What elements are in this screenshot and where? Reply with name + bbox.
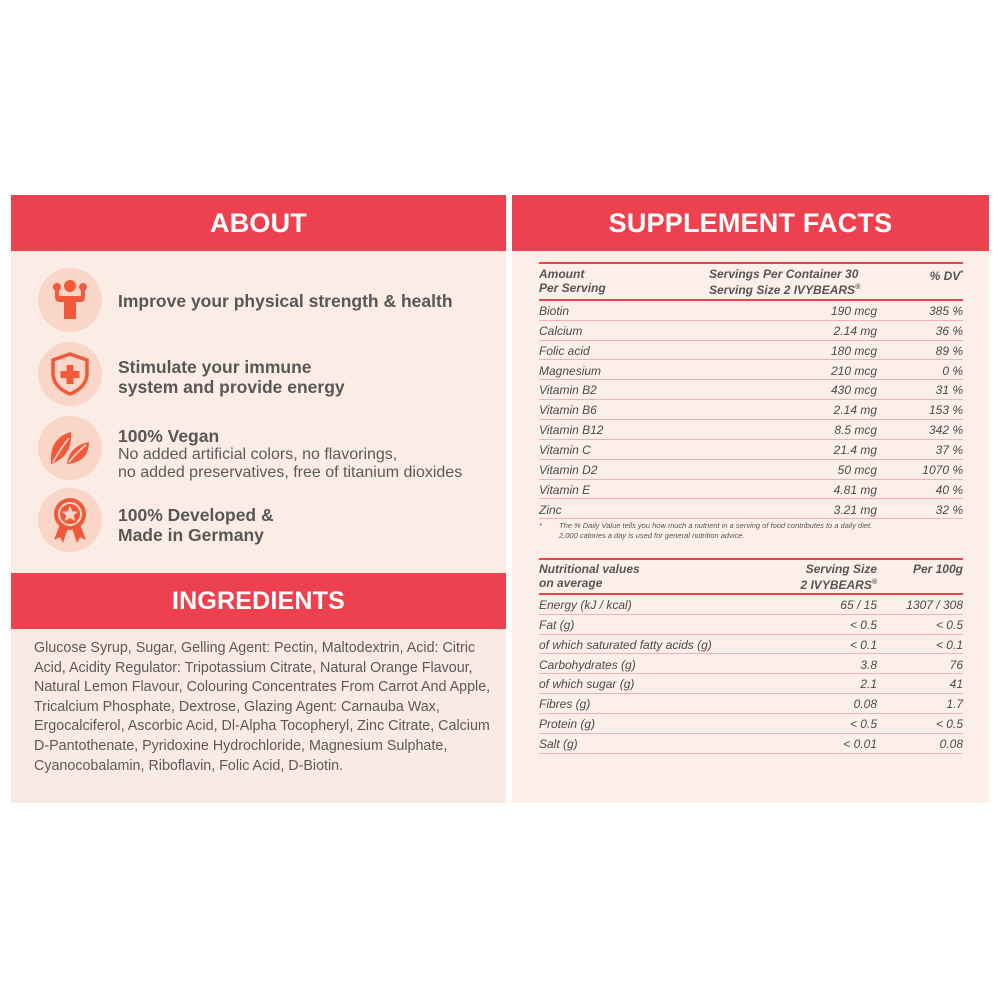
nutrient-name: Vitamin B2 [539, 383, 597, 398]
about-item-germany-line2: Made in Germany [118, 525, 264, 545]
table-row [539, 734, 963, 754]
nutrient-amount: 180 mcg [830, 343, 877, 358]
about-item-strength-text: Improve your physical strength & health [118, 291, 453, 311]
per-serving-label: Per Serving [539, 281, 606, 295]
nutrient-name: Folic acid [539, 343, 590, 358]
about-item-germany-line1: 100% Developed & [118, 505, 274, 525]
nutrient-name: Vitamin E [539, 482, 591, 497]
about-item-immune-line2: system and provide energy [118, 377, 345, 397]
nutrition-name: Fat (g) [539, 617, 575, 632]
serving-size-col-label: Serving Size [805, 562, 877, 576]
footnote-asterisk: * [539, 521, 542, 530]
nutrition-per-serving: < 0.5 [849, 617, 877, 632]
nutrient-dv: 36 % [935, 323, 963, 338]
table-row [539, 714, 963, 734]
table-row [539, 500, 963, 520]
table-row [539, 361, 963, 381]
nutrient-amount: 2.14 mg [833, 323, 877, 338]
nutrient-dv: 385 % [928, 304, 963, 318]
nutrient-amount: 8.5 mcg [834, 423, 877, 438]
nutrition-per-serving: < 0.5 [849, 717, 877, 732]
nutrient-name: Biotin [539, 304, 570, 318]
table-row [539, 595, 963, 615]
nutrition-per-100g: 0.08 [939, 736, 963, 751]
per-100g-label: Per 100g [912, 562, 963, 576]
supplement-facts-title: SUPPLEMENT FACTS [512, 195, 989, 251]
registered-mark: ® [871, 579, 877, 586]
ingredients-list: Glucose Syrup, Sugar, Gelling Agent: Pectin, Maltodextrin, Acid: Citric Acid, Acidity Regulator: Tripotassium Citrate, Natural Orange Flavour, Natural Lemon Flavour, Colouring Concentrates From Carrot And Apple, Tricalcium Phosphate, Dextrose, Glazing Agent: Carnauba Wax, Ergocalciferol, Ascorbic Acid, Dl-Alpha Tocopheryl, Zinc Citrate, Calcium D-Pantothenate, Pyridoxine Hydrochloride, Magnesium Sulphate, Cyanocobalamin, Riboflavin, Folic Acid, D-Biotin. [34, 640, 491, 774]
about-item-strength [11, 264, 506, 336]
nutrient-amount: 2.14 mg [833, 403, 877, 418]
nutrition-name: Fibres (g) [539, 697, 591, 712]
nutrient-amount: 21.4 mg [833, 442, 877, 457]
dv-asterisk: * [960, 270, 963, 277]
registered-mark: ® [855, 284, 861, 291]
dv-footnote [539, 521, 872, 540]
about-item-vegan [11, 414, 506, 482]
nutrient-name: Vitamin D2 [539, 462, 598, 477]
nutrition-name: Carbohydrates (g) [539, 657, 636, 672]
table-row [539, 420, 963, 440]
nutrient-name: Calcium [539, 323, 583, 338]
nutrition-per-100g: 76 [949, 657, 963, 672]
nutrient-name: Magnesium [539, 363, 602, 378]
table-row [539, 400, 963, 420]
nutrient-dv: 153 % [928, 403, 963, 418]
nutritional-values-label: Nutritional values [539, 562, 640, 576]
nutrient-amount: 190 mcg [830, 304, 877, 318]
nutrient-amount: 430 mcg [830, 383, 877, 398]
dv-label-text: % DV [929, 269, 961, 283]
table-row [539, 674, 963, 694]
table-row [539, 615, 963, 635]
nutrient-dv: 89 % [935, 343, 963, 358]
nutrition-name: Protein (g) [539, 717, 596, 732]
serving-size-col-value-text: 2 IVYBEARS [800, 578, 872, 592]
serving-size-text: Serving Size 2 IVYBEARS [709, 283, 856, 297]
award-badge-icon [38, 488, 102, 552]
servings-per-container: Servings Per Container 30 [709, 267, 859, 281]
table-row [539, 440, 963, 460]
serving-size-col-value [800, 576, 877, 592]
amount-label: Amount [539, 267, 585, 281]
footnote-line1: The % Daily Value tells you how much a nutrient in a serving of food contributes to a daily diet. [559, 521, 873, 530]
nutrient-amount: 210 mcg [830, 363, 877, 378]
nutrition-name: Salt (g) [539, 736, 578, 751]
nutrient-dv: 32 % [935, 502, 963, 517]
footnote-line2: 2,000 calories a day is used for general nutrition advice. [559, 530, 745, 540]
nutrition-per-serving: 65 / 15 [840, 598, 877, 612]
nutrient-dv: 37 % [935, 442, 963, 457]
nutrient-dv: 342 % [928, 423, 963, 438]
table-row [539, 380, 963, 400]
serving-size [709, 281, 860, 297]
nutrient-dv: 1070 % [922, 462, 963, 477]
nutrition-name: of which saturated fatty acids (g) [539, 637, 712, 652]
nutrition-name: of which sugar (g) [539, 677, 635, 692]
table-row [539, 694, 963, 714]
about-item-germany [11, 486, 506, 558]
nutrition-per-100g: 41 [949, 677, 963, 692]
table-row [539, 460, 963, 480]
table-row [539, 301, 963, 321]
table-rule [539, 558, 963, 560]
table-row [539, 655, 963, 675]
nutrition-per-serving: 0.08 [853, 697, 877, 712]
about-item-immune-line1: Stimulate your immune [118, 357, 312, 377]
nutrition-per-100g: 1.7 [946, 697, 963, 712]
nutrient-name: Vitamin B12 [539, 423, 604, 438]
ingredients-title: INGREDIENTS [11, 573, 506, 629]
table-row [539, 341, 963, 361]
dv-label [930, 267, 963, 283]
leaf-icon [38, 416, 102, 480]
nutrition-per-serving: 3.8 [860, 657, 877, 672]
nutrition-name: Energy (kJ / kcal) [539, 598, 632, 612]
nutrition-per-serving: < 0.01 [843, 736, 877, 751]
about-item-vegan-line1: No added artificial colors, no flavorings, [118, 446, 398, 463]
table-row [539, 321, 963, 341]
nutrient-dv: 31 % [935, 383, 963, 398]
table-row [539, 635, 963, 655]
on-average-label: on average [539, 576, 603, 590]
about-item-immune [11, 340, 506, 410]
about-item-vegan-title: 100% Vegan [118, 426, 220, 446]
nutrient-name: Vitamin B6 [539, 403, 597, 418]
table-rule [539, 262, 963, 264]
about-item-vegan-line2: no added preservatives, free of titanium dioxides [118, 464, 463, 481]
nutrient-dv: 40 % [935, 482, 963, 497]
nutrition-per-100g: < 0.5 [935, 717, 963, 732]
shield-cross-icon [38, 342, 102, 406]
about-title: ABOUT [11, 195, 506, 251]
strongman-icon [38, 268, 102, 332]
nutrient-name: Zinc [539, 502, 562, 517]
nutrient-dv: 0 % [942, 363, 963, 378]
nutrition-per-100g: < 0.1 [935, 637, 963, 652]
nutrition-per-serving: 2.1 [860, 677, 877, 692]
nutrient-amount: 4.81 mg [833, 482, 877, 497]
nutrient-amount: 50 mcg [837, 462, 877, 477]
nutrient-amount: 3.21 mg [833, 502, 877, 517]
nutrition-per-100g: 1307 / 308 [906, 598, 963, 612]
nutrition-per-100g: < 0.5 [935, 617, 963, 632]
table-row [539, 480, 963, 500]
nutrition-per-serving: < 0.1 [849, 637, 877, 652]
nutrient-name: Vitamin C [539, 442, 591, 457]
